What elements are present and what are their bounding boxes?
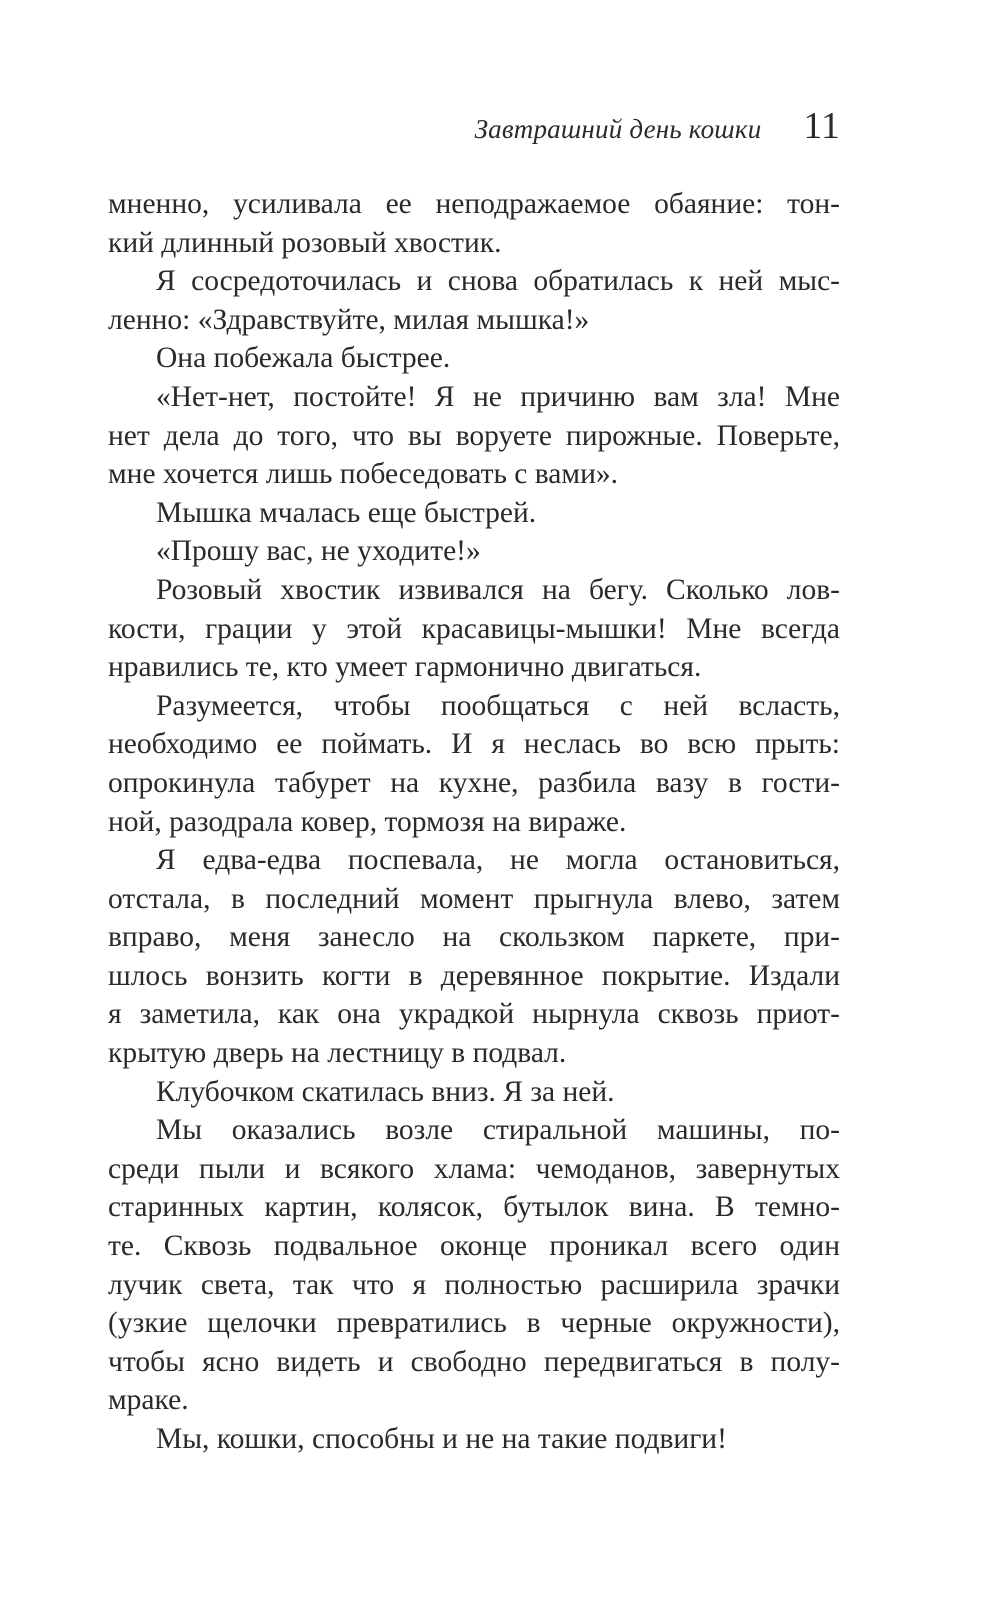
text-line: Клубочком скатилась вниз. Я за ней. bbox=[156, 1075, 615, 1108]
text-line: Она побежала быстрее. bbox=[156, 342, 451, 375]
text-line: «Прошу вас, не уходите!» bbox=[156, 535, 481, 568]
text-line: шлось вонзить когти в деревянное покрытие. Издали bbox=[108, 959, 840, 992]
text-line: лучик света, так что я полностью расширила зрачки bbox=[108, 1268, 840, 1301]
text-line: крытую дверь на лестницу в подвал. bbox=[108, 1037, 567, 1070]
text-line: чтобы ясно видеть и свободно передвигаться в полу- bbox=[108, 1345, 840, 1378]
page-number: 11 bbox=[803, 105, 840, 147]
text-line: необходимо ее поймать. И я неслась во всю прыть: bbox=[108, 728, 840, 761]
body-text bbox=[108, 185, 840, 1459]
text-line: (узкие щелочки превратились в черные окружности), bbox=[108, 1307, 840, 1340]
text-line: Розовый хвостик извивался на бегу. Сколько лов- bbox=[156, 573, 840, 606]
text-line: мненно, усиливала ее неподражаемое обаяние: тон- bbox=[108, 188, 840, 220]
text-line: вправо, меня занесло на скользком паркете, при- bbox=[108, 921, 840, 954]
text-line: кий длинный розовый хвостик. bbox=[108, 226, 502, 259]
text-line: Мы, кошки, способны и не на такие подвиги! bbox=[156, 1423, 727, 1455]
text-line: Разумеется, чтобы пообщаться с ней всласть, bbox=[156, 689, 840, 722]
text-line: мраке. bbox=[108, 1384, 189, 1417]
text-line: старинных картин, колясок, бутылок вина. В темно- bbox=[108, 1191, 840, 1224]
text-line: ной, разодрала ковер, тормозя на вираже. bbox=[108, 805, 627, 838]
running-title: Завтрашний день кошки bbox=[474, 114, 762, 144]
text-line: «Нет-нет, постойте! Я не причиню вам зла! Мне bbox=[156, 380, 840, 413]
text-line: кости, грации у этой красавицы-мышки! Мне всегда bbox=[108, 612, 840, 645]
text-line: Я сосредоточилась и снова обратилась к ней мыс- bbox=[156, 265, 840, 298]
running-head bbox=[108, 104, 840, 154]
text-line: Мы оказались возле стиральной машины, по- bbox=[156, 1114, 840, 1147]
text-line: я заметила, как она украдкой нырнула сквозь приот- bbox=[108, 998, 840, 1031]
text-line: нравились те, кто умеет гармонично двигаться. bbox=[108, 651, 702, 684]
text-line: те. Сквозь подвальное оконце проникал всего один bbox=[108, 1230, 840, 1263]
text-line: нет дела до того, что вы воруете пирожные. Поверьте, bbox=[108, 419, 840, 452]
text-line: мне хочется лишь побеседовать с вами». bbox=[108, 458, 618, 491]
text-line: опрокинула табурет на кухне, разбила вазу в гости- bbox=[108, 766, 840, 799]
text-line: отстала, в последний момент прыгнула влево, затем bbox=[108, 882, 840, 915]
text-line: Мышка мчалась еще быстрей. bbox=[156, 496, 537, 529]
text-line: ленно: «Здравствуйте, милая мышка!» bbox=[108, 303, 590, 336]
text-line: Я едва-едва поспевала, не могла остановиться, bbox=[156, 844, 840, 877]
text-line: среди пыли и всякого хлама: чемоданов, завернутых bbox=[108, 1152, 840, 1185]
